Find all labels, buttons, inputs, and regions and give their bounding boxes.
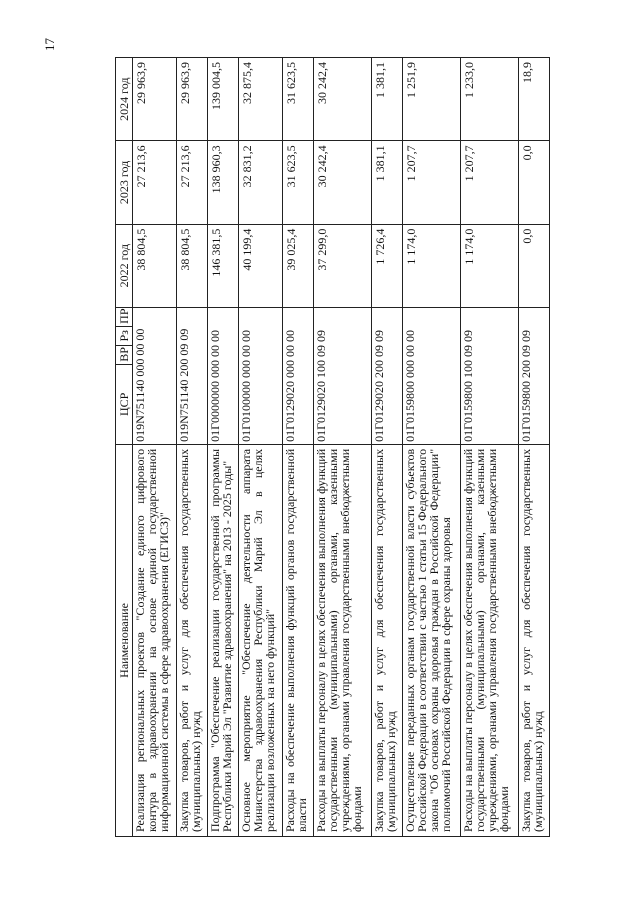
- row-name: Осуществление переданных органам государственной власти субъектов Российской Федерации в соответствии с частью 1 статьи 15 Федерального закона "Об основах охраны здоровья граждан в Российской Федерации" полномочий Российской Федерации в сфере охраны здоровья: [402, 444, 460, 836]
- table-row: [314, 58, 372, 837]
- row-vr: 100: [461, 359, 476, 378]
- row-codes: [208, 307, 239, 444]
- row-vr: 200: [519, 359, 534, 378]
- row-2024: 29 963,9: [177, 58, 208, 141]
- row-codes: [177, 307, 208, 444]
- row-pr: 00: [133, 328, 147, 341]
- row-codes: [402, 307, 460, 444]
- table-row: [238, 58, 282, 837]
- row-2024: 32 875,4: [238, 58, 282, 141]
- page-number: 17: [42, 38, 57, 51]
- row-2022: 38 804,5: [177, 224, 208, 307]
- row-2023: 1 207,7: [461, 141, 519, 224]
- row-codes: [133, 307, 177, 444]
- table-body: [133, 58, 550, 837]
- table-row: [519, 58, 550, 837]
- header-2023: 2023 год: [116, 141, 133, 224]
- row-codes: [283, 307, 314, 444]
- row-2024: 18,9: [519, 58, 550, 141]
- header-2024: 2024 год: [116, 58, 133, 141]
- row-2023: 30 242,4: [314, 141, 372, 224]
- row-vr: 000: [402, 359, 417, 378]
- header-name: Наименование: [116, 444, 133, 836]
- row-rz: 00: [238, 344, 253, 357]
- row-2022: 1 726,4: [372, 224, 403, 307]
- row-2023: 27 213,6: [177, 141, 208, 224]
- row-2024: 29 963,9: [133, 58, 177, 141]
- row-name: Закупка товаров, работ и услуг для обеспечения государственных (муниципальных) нужд: [372, 444, 403, 836]
- row-name: Расходы на выплаты персоналу в целях обеспечения выполнения функций государственными (муниципальными) органами, казенными учреждениями, органами управления государственными внебюджетными фондами: [314, 444, 372, 836]
- table-row: [133, 58, 177, 837]
- row-2023: 138 960,3: [208, 141, 239, 224]
- row-csr: 01Г0159800: [402, 380, 417, 442]
- row-pr: 09: [519, 329, 534, 342]
- row-name: Подпрограмма "Обеспечение реализации государственной программы Республики Марий Эл "Развитие здравоохранения" на 2013 - 2025 годы": [208, 444, 239, 836]
- budget-table: [115, 57, 550, 837]
- table-row: [372, 58, 403, 837]
- row-2022: 38 804,5: [133, 224, 177, 307]
- row-vr: 100: [314, 359, 329, 378]
- row-pr: 00: [208, 329, 223, 342]
- row-csr: 01Г0129020: [283, 380, 298, 442]
- table-row: [402, 58, 460, 837]
- table-row: [283, 58, 314, 837]
- row-csr: 019N751140: [177, 379, 192, 442]
- row-pr: 09: [461, 329, 476, 342]
- row-csr: 019N751140: [133, 379, 147, 442]
- row-2024: 139 004,5: [208, 58, 239, 141]
- row-name: Расходы на выплаты персоналу в целях обеспечения выполнения функций государственными (муниципальными) органами, казенными учреждениями, органами управления государственными внебюджетными фондами: [461, 444, 519, 836]
- header-vr: ВР: [116, 345, 133, 364]
- row-codes: [519, 307, 550, 444]
- row-name: Закупка товаров, работ и услуг для обеспечения государственных (муниципальных) нужд: [177, 444, 208, 836]
- row-vr: 000: [238, 359, 253, 378]
- row-rz: 09: [177, 343, 192, 356]
- row-2022: 40 199,4: [238, 224, 282, 307]
- row-csr: 01Г0000000: [208, 380, 223, 442]
- row-vr: 000: [208, 359, 223, 378]
- row-vr: 000: [283, 359, 298, 378]
- row-2024: 1 381,1: [372, 58, 403, 141]
- table-row: [461, 58, 519, 837]
- row-csr: 01Г0129020: [314, 380, 329, 442]
- row-pr: 09: [177, 328, 192, 341]
- row-rz: 00: [402, 344, 417, 357]
- header-csr: ЦСР: [116, 364, 133, 444]
- row-codes: [372, 307, 403, 444]
- row-2022: 39 025,4: [283, 224, 314, 307]
- row-codes: [238, 307, 282, 444]
- table-header: [116, 58, 133, 837]
- row-csr: 01Г0159800: [461, 380, 476, 442]
- header-pr: ПР: [116, 307, 133, 326]
- row-vr: 200: [177, 358, 192, 377]
- row-rz: 09: [519, 344, 534, 357]
- row-csr: 01Г0159800: [519, 380, 534, 442]
- row-pr: 00: [283, 329, 298, 342]
- row-pr: 09: [314, 329, 329, 342]
- row-2024: 1 233,0: [461, 58, 519, 141]
- row-name: Основное мероприятие "Обеспечение деятельности аппарата Министерства здравоохранения Республики Марий Эл в целях реализации возложенных на него функций": [238, 444, 282, 836]
- row-codes: [461, 307, 519, 444]
- row-2024: 31 623,5: [283, 58, 314, 141]
- row-csr: 01Г0129020: [372, 380, 387, 442]
- row-rz: 00: [283, 344, 298, 357]
- row-2023: 31 623,5: [283, 141, 314, 224]
- row-codes: [314, 307, 372, 444]
- row-vr: 200: [372, 359, 387, 378]
- header-2022: 2022 год: [116, 224, 133, 307]
- row-name: Закупка товаров, работ и услуг для обеспечения государственных (муниципальных) нужд: [519, 444, 550, 836]
- row-2022: 1 174,0: [461, 224, 519, 307]
- header-rz: Рз: [116, 326, 133, 345]
- row-vr: 000: [133, 358, 147, 377]
- row-2022: 146 381,5: [208, 224, 239, 307]
- row-rz: 09: [372, 344, 387, 357]
- row-pr: 09: [372, 329, 387, 342]
- rotated-page-content: [115, 57, 550, 837]
- row-pr: 00: [238, 329, 253, 342]
- row-rz: 09: [461, 344, 476, 357]
- row-2024: 1 251,9: [402, 58, 460, 141]
- row-name: Расходы на обеспечение выполнения функций органов государственной власти: [283, 444, 314, 836]
- table-row: [177, 58, 208, 837]
- table-row: [208, 58, 239, 837]
- row-2023: 0,0: [519, 141, 550, 224]
- row-2022: 1 174,0: [402, 224, 460, 307]
- row-2023: 1 207,7: [402, 141, 460, 224]
- row-name: Реализация региональных проектов "Создание единого цифрового контура в здравоохранении на основе единой государственной информационной системы в сфере здравоохранения (ЕГИСЗ)": [133, 444, 177, 836]
- row-2024: 30 242,4: [314, 58, 372, 141]
- row-csr: 01Г0100000: [238, 380, 253, 442]
- row-2023: 32 831,2: [238, 141, 282, 224]
- row-rz: 00: [208, 344, 223, 357]
- row-rz: 09: [314, 344, 329, 357]
- row-2022: 37 299,0: [314, 224, 372, 307]
- row-2023: 1 381,1: [372, 141, 403, 224]
- row-2022: 0,0: [519, 224, 550, 307]
- row-2023: 27 213,6: [133, 141, 177, 224]
- row-pr: 00: [402, 329, 417, 342]
- row-rz: 00: [133, 343, 147, 356]
